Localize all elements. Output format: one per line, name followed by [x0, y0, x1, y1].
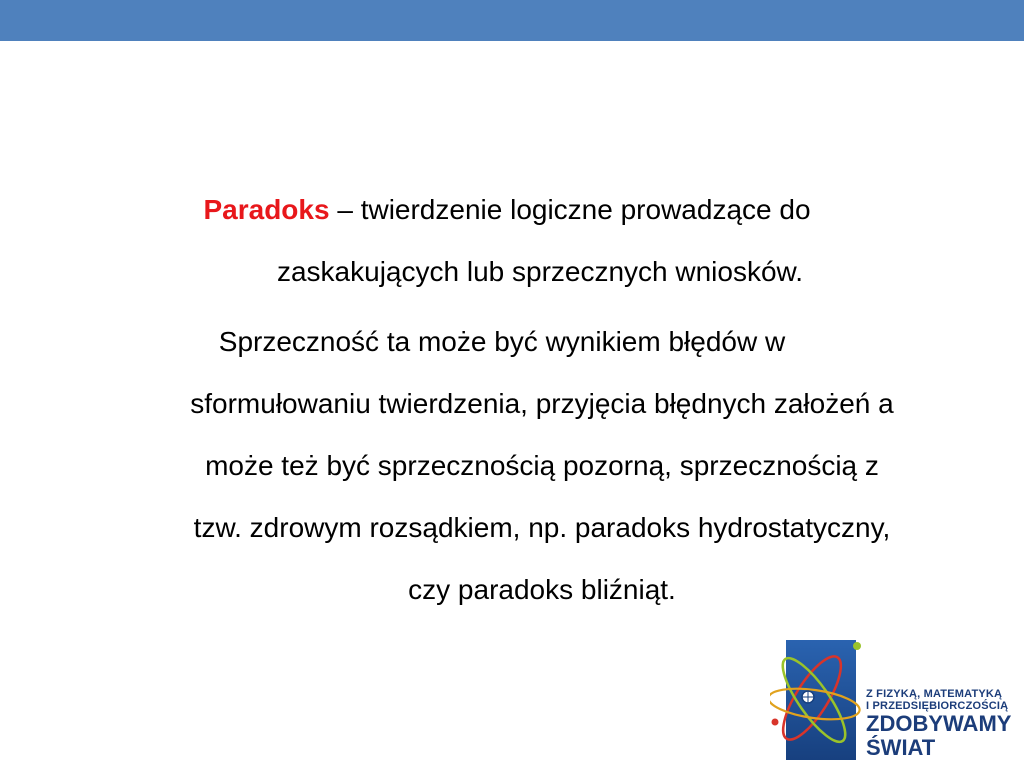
explanation-line: może też być sprzecznością pozorną, sprzecznością z [205, 450, 879, 481]
logo-tagline-line-1: Z FIZYKĄ, MATEMATYKĄ [866, 688, 1003, 700]
logo-title-line-2: ŚWIAT [866, 735, 936, 760]
project-logo [770, 622, 1024, 768]
explanation-line: sformułowaniu twierdzenia, przyjęcia błędnych założeń a [190, 388, 894, 419]
definition-text: – twierdzenie logiczne prowadzące do [329, 194, 811, 225]
term-paradoks: Paradoks [203, 194, 330, 225]
explanation-line: Sprzeczność ta może być wynikiem błędów w [218, 326, 786, 357]
definition-line-2: zaskakujących lub sprzecznych wniosków. [276, 256, 803, 287]
logo-title-line-1: ZDOBYWAMY [866, 711, 1012, 736]
definition-line-1 [0, 179, 1024, 241]
explanation-paragraph [0, 311, 1024, 621]
logo-tagline-line-2: I PRZEDSIĘBIORCZOŚCIĄ [866, 700, 1009, 712]
definition-paragraph [0, 179, 1024, 303]
top-accent-bar [0, 0, 1024, 41]
explanation-line: czy paradoks bliźniąt. [408, 574, 676, 605]
explanation-line: tzw. zdrowym rozsądkiem, np. paradoks hydrostatyczny, [193, 512, 891, 543]
